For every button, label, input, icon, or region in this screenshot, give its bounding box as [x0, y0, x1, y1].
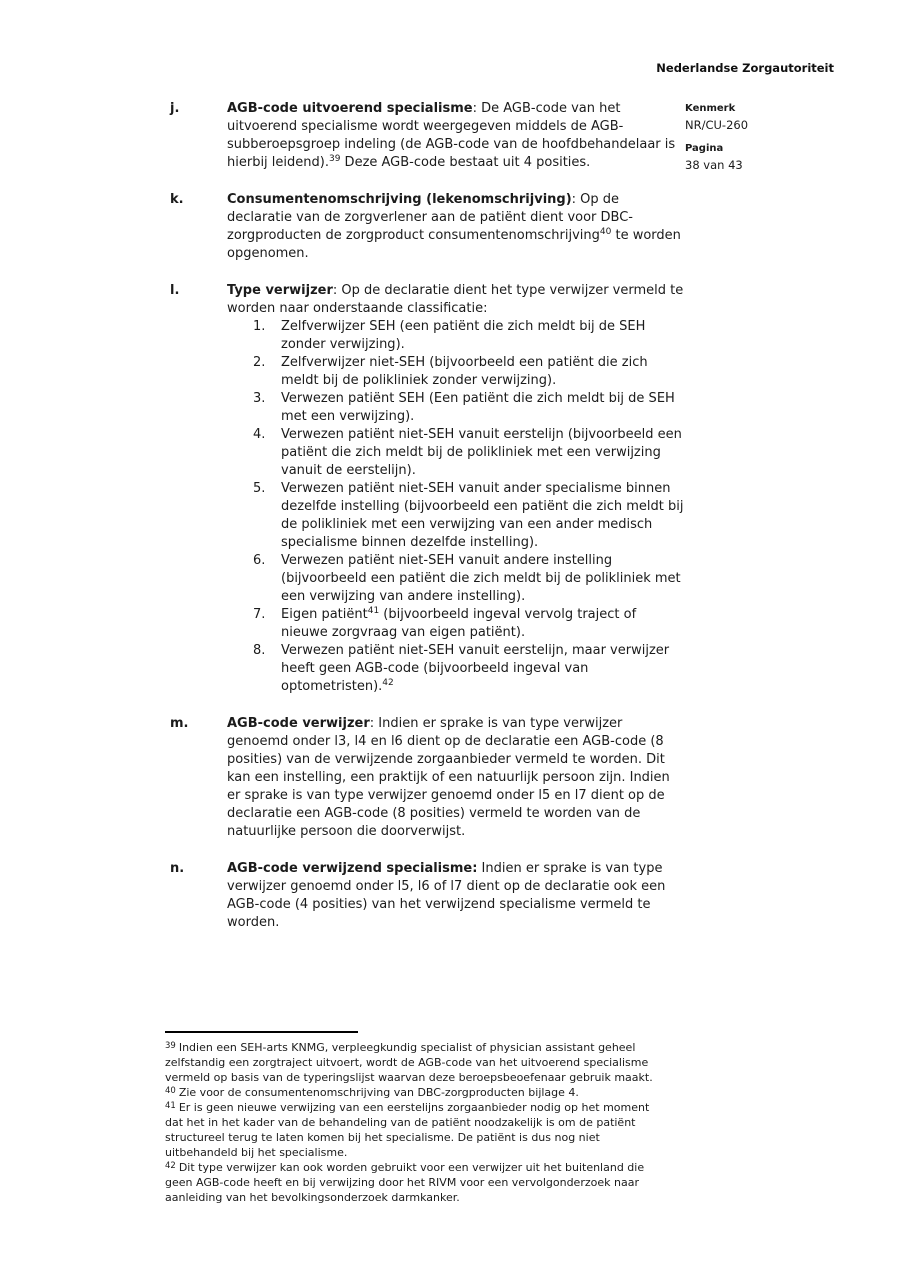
list-item-body — [227, 191, 686, 263]
document-body — [170, 100, 686, 951]
list-item-body — [227, 860, 686, 932]
text-segment: Indien er sprake is van type verwijzer genoemd onder l5, l6 of l7 dient op de declaratie ook een AGB-code (4 posities) van het verwijzend specialisme vermeld te worden. — [227, 861, 666, 930]
sublist-item-7 — [227, 606, 686, 642]
document-meta — [685, 102, 855, 172]
footnote-42 — [165, 1160, 663, 1205]
sublist-item-text — [281, 426, 686, 480]
text-segment: (bijvoorbeeld ingeval vervolg traject of nieuwe zorgvraag van eigen patiënt). — [281, 607, 637, 640]
pagina-value: 38 van 43 — [685, 158, 743, 172]
text-segment: Zelfverwijzer niet-SEH (bijvoorbeeld een patiënt die zich meldt bij de polikliniek zonder verwijzing). — [281, 355, 648, 388]
footnote-ref: 40 — [599, 227, 612, 237]
sublist-item-4 — [227, 426, 686, 480]
list-item-text — [227, 191, 686, 263]
footnote-text: Er is geen nieuwe verwijzing van een eerstelijns zorgaanbieder nodig op het moment dat het in het kader van de behandeling van de patiënt noodzakelijk is om de patiënt structureel terug te laten komen bij het specialisme. De patiënt is dus nog niet uitbehandeld bij het specialisme. — [165, 1101, 650, 1159]
list-item-k — [170, 191, 686, 263]
footnote-39 — [165, 1040, 663, 1085]
footnote-ref: 39 — [328, 154, 341, 164]
sublist-item-text — [281, 552, 686, 606]
sublist-item-3 — [227, 390, 686, 426]
footnote-number: 40 — [165, 1086, 176, 1096]
sublist-item-number: 3. — [253, 391, 266, 406]
sublist-item-text — [281, 354, 686, 390]
sublist-item-6 — [227, 552, 686, 606]
list-item-title: AGB-code verwijzer — [227, 716, 370, 731]
text-segment: : Op de declaratie van de zorgverlener aan de patiënt dient voor DBC-zorgproducten de zorgproduct consumentenomschrijving — [227, 192, 634, 243]
list-item-m — [170, 715, 686, 841]
footnote-text: Zie voor de consumentenomschrijving van DBC-zorgproducten bijlage 4. — [178, 1086, 579, 1099]
list-item-body — [227, 715, 686, 841]
sublist-item-number: 1. — [253, 319, 266, 334]
list-item-l — [170, 282, 686, 696]
footnote-41 — [165, 1100, 663, 1160]
sublist-item-number: 8. — [253, 643, 266, 658]
text-segment: : Op de declaratie dient het type verwijzer vermeld te worden naar onderstaande classificatie: — [227, 283, 684, 316]
sublist-item-text — [281, 390, 686, 426]
footnote-40 — [165, 1085, 663, 1100]
list-item-letter: k. — [170, 192, 184, 207]
footnote-number: 42 — [165, 1161, 176, 1171]
footnote-divider — [165, 1031, 358, 1033]
sublist-item-text — [281, 642, 686, 696]
text-segment: Eigen patiënt — [281, 607, 368, 622]
list-item-body — [227, 282, 686, 696]
text-segment: Verwezen patiënt niet-SEH vanuit eerstelijn, maar verwijzer heeft geen AGB-code (bijvoorbeeld ingeval van optometristen). — [281, 643, 670, 694]
sublist-item-text — [281, 606, 686, 642]
text-segment: Verwezen patiënt niet-SEH vanuit eerstelijn (bijvoorbeeld een patiënt die zich meldt bij de polikliniek met een verwijzing vanuit de eerstelijn). — [281, 427, 682, 478]
text-segment: Verwezen patiënt niet-SEH vanuit andere instelling (bijvoorbeeld een patiënt die zich meldt bij de polikliniek met een verwijzing van andere instelling). — [281, 553, 681, 604]
footnote-number: 39 — [165, 1041, 176, 1051]
sublist-item-5 — [227, 480, 686, 552]
text-segment: Zelfverwijzer SEH (een patiënt die zich meldt bij de SEH zonder verwijzing). — [281, 319, 646, 352]
pagina-label: Pagina — [685, 143, 724, 154]
footnote-text: Dit type verwijzer kan ook worden gebruikt voor een verwijzer uit het buitenland die geen AGB-code heeft en bij verwijzing door het RIVM voor een vervolgonderzoek naar aanleiding van het bevolkingsonderzoek darmkanker. — [165, 1161, 645, 1204]
list-item-text — [227, 282, 686, 318]
text-segment: te worden opgenomen. — [227, 228, 681, 261]
footnote-text: Indien een SEH-arts KNMG, verpleegkundig specialist of physician assistant geheel zelfstandig een zorgtraject uitvoert, wordt de AGB-code van het uitvoerend specialisme vermeld op basis van de typeringslijst waarvan deze beroepsbeoefenaar gebruik maakt. — [165, 1041, 653, 1084]
list-item-body — [227, 100, 686, 172]
sublist-item-text — [281, 318, 686, 354]
sublist-item-1 — [227, 318, 686, 354]
footnote-ref: 41 — [367, 606, 380, 616]
list-item-letter: j. — [170, 101, 180, 116]
text-segment: Deze AGB-code bestaat uit 4 posities. — [340, 155, 591, 170]
sublist-item-8 — [227, 642, 686, 696]
footnote-ref: 42 — [382, 678, 394, 688]
list-item-text — [227, 860, 686, 932]
list-item-title: Type verwijzer — [227, 283, 333, 298]
footnote-area — [165, 1031, 663, 1205]
sublist-item-number: 4. — [253, 427, 266, 442]
list-item-letter: m. — [170, 716, 189, 731]
list-item-title: Consumentenomschrijving (lekenomschrijving) — [227, 192, 572, 207]
text-segment: : De AGB-code van het uitvoerend specialisme wordt weergegeven middels de AGB-subberoepsgroep indeling (de AGB-code van de hoofdbehandelaar is hierbij leidend). — [227, 101, 676, 170]
list-item-title: AGB-code uitvoerend specialisme — [227, 101, 473, 116]
kenmerk-value: NR/CU-260 — [685, 118, 749, 132]
list-item-title: AGB-code verwijzend specialisme: — [227, 861, 478, 876]
sublist-item-number: 7. — [253, 607, 266, 622]
list-item-sublist — [227, 318, 686, 696]
footnote-number: 41 — [165, 1101, 176, 1111]
text-segment: Verwezen patiënt SEH (Een patiënt die zich meldt bij de SEH met een verwijzing). — [281, 391, 675, 424]
kenmerk-label: Kenmerk — [685, 103, 736, 114]
sublist-item-text — [281, 480, 686, 552]
sublist-item-number: 5. — [253, 481, 266, 496]
list-item-j — [170, 100, 686, 172]
list-item-text — [227, 100, 686, 172]
list-item-segments — [227, 716, 670, 839]
text-segment: : Indien er sprake is van type verwijzer genoemd onder l3, l4 en l6 dient op de declaratie een AGB-code (8 posities) van de verwijzende zorgaanbieder vermeld te worden. Dit kan een instelling, een praktijk of een natuurlijk persoon zijn. Indien er sprake is van type verwijzer genoemd onder l5 en l7 dient op de declaratie een AGB-code (8 posities) vermeld te worden van de natuurlijke persoon die doorverwijst. — [227, 716, 670, 839]
text-segment: Verwezen patiënt niet-SEH vanuit ander specialisme binnen dezelfde instelling (bijvoorbeeld een patiënt die zich meldt bij de polikliniek met een verwijzing van een ander medisch specialisme binnen dezelfde instelling). — [281, 481, 684, 550]
footnote-list — [165, 1040, 663, 1205]
org-name: Nederlandse Zorgautoriteit — [656, 61, 834, 75]
list-item-n — [170, 860, 686, 932]
list-item-letter: l. — [170, 283, 180, 298]
sublist-item-2 — [227, 354, 686, 390]
sublist-item-number: 6. — [253, 553, 266, 568]
list-item-letter: n. — [170, 861, 185, 876]
list-item-text — [227, 715, 686, 841]
sublist-item-number: 2. — [253, 355, 266, 370]
